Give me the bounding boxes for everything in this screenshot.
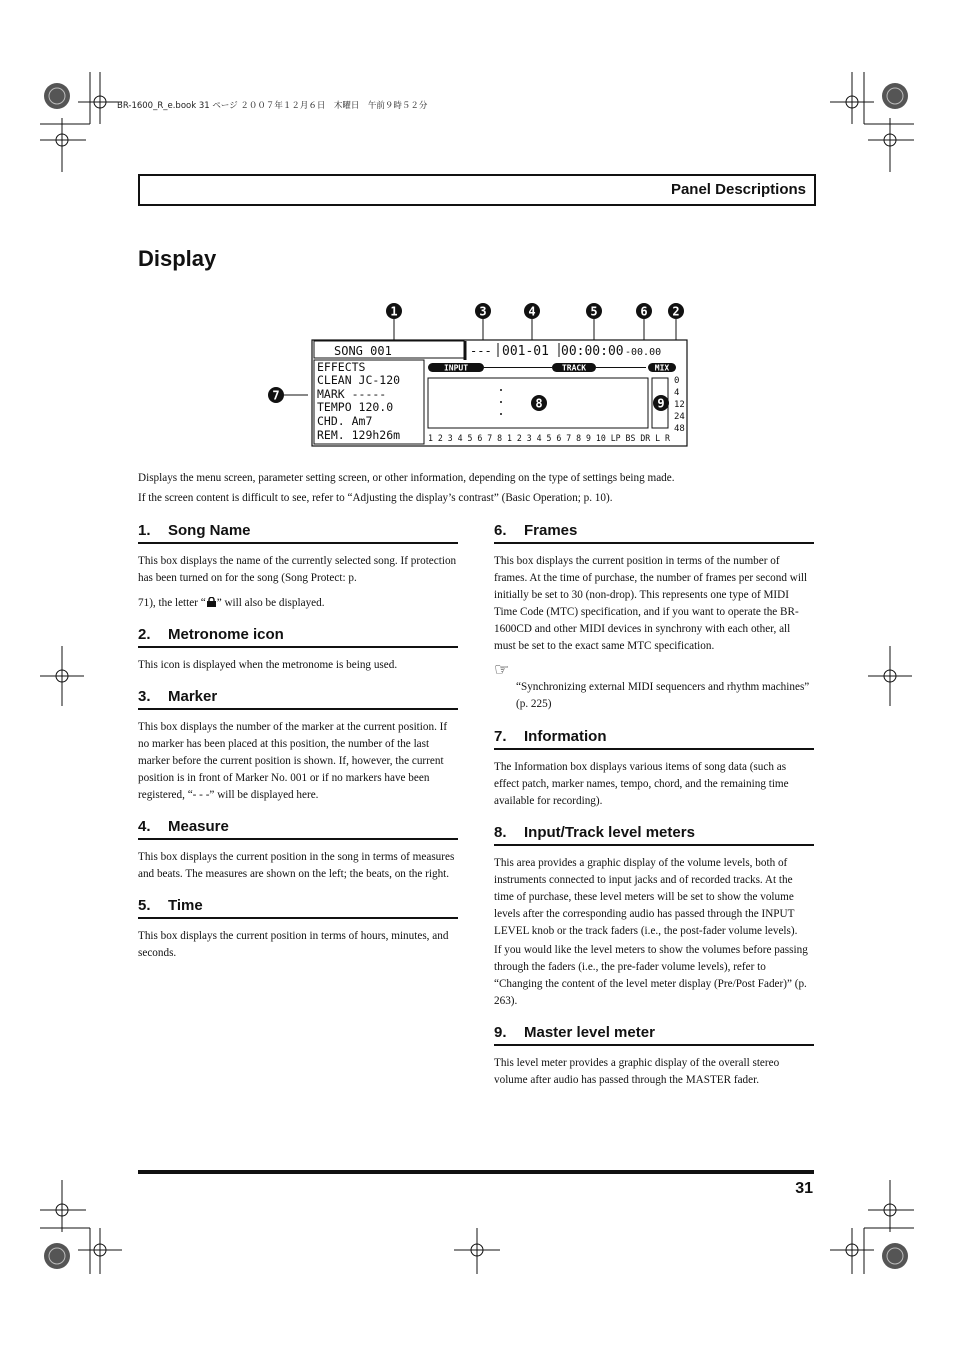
section-heading-information: 7. Information [494,728,814,750]
svg-text:48: 48 [674,424,685,434]
file-info: BR-1600_R_e.book 31 ページ ２００７年１２月６日 木曜日 午前９時５２分 [117,101,428,111]
svg-text:0: 0 [674,376,680,386]
footer-rule [138,1170,814,1174]
intro-text-1: Displays the menu screen, parameter setting screen, or other information, depending on the type of settings being made. [138,472,675,484]
callout-2: 2 [672,304,680,319]
svg-text:4: 4 [674,388,680,398]
left-column [138,522,458,976]
section-body: This box displays the name of the currently selected song. If protection has been turned on for the song (Song Protect: p. [138,555,457,584]
callout-8: 8 [535,396,543,411]
lcd-frames: -00.00 [625,347,662,358]
section-body: This box displays the number of the marker at the current position. If no marker has been placed at this position, the number of the last marker before the current position is shown. If, however, the current position is in front of Marker No. 001 or if no markers have been registered, “- - -” will be displayed here. [138,721,448,801]
right-column [494,522,814,1103]
intro-text-2: If the screen content is difficult to see, refer to “Adjusting the display’s contrast” (Basic Operation; p. 10). [138,492,613,504]
section-heading-level-meters: 8. Input/Track level meters [494,824,814,846]
section-body: This area provides a graphic display of the volume levels, both of instruments connected to input jacks and of recorded tracks. At the time of purchase, these level meters will be set to show the volume levels after the corresponding audio has passed through the INPUT LEVEL knob or the track faders (i.e., the post-fader volume levels). [494,857,798,937]
reference-icon: ☞ [494,660,510,680]
info-line: EFFECTS [317,360,366,374]
lock-icon [206,597,217,607]
svg-text:12: 12 [674,400,685,410]
section-heading-song-name: 1. Song Name [138,522,458,544]
lcd-info-box [317,360,400,442]
section-body: This box displays the current position in the song in terms of measures and beats. The measures are shown on the left; the beats, on the right. [138,851,455,880]
section-heading-metronome-icon: 2. Metronome icon [138,626,458,648]
section-body: If you would like the level meters to show the volumes before passing through the faders (i.e., the pre-fader volume levels), refer to “Changing the content of the level meter display (Pre/Post Fader)” (p. 263). [494,944,808,1007]
info-line: TEMPO 120.0 [317,400,394,414]
info-line: REM. 129h26m [317,428,401,442]
section-body: The Information box displays various items of song data (such as effect patch, marker names, tempo, chord, and the remaining time available for recording). [494,761,789,807]
section-heading-frames: 6. Frames [494,522,814,544]
lcd-time: 00:00:00 [561,344,624,359]
header-title: Panel Descriptions [670,181,806,198]
callout-4: 4 [528,304,536,319]
page-number: 31 [795,1180,813,1197]
callout-3: 3 [479,304,487,319]
info-line: CLEAN JC-120 [317,373,401,387]
callout-5: 5 [590,304,598,319]
track-label: TRACK [561,363,587,373]
lcd-bottom-labels: 1 2 3 4 5 6 7 8 1 2 3 4 5 6 7 8 9 10 LP BS DR L R [428,434,671,444]
section-body: This box displays the current position in terms of the number of frames. At the time of purchase, the number of frames per second will initially be set to 30 (non-drop). This represents one type of MIDI Time Code (MTC) specification, and if you want to operate the BR-1600CD and other MIDI devices in synchrony with each other, all must be set to the exact same MTC specification. [494,555,808,652]
lcd-display-figure [262,298,692,450]
lcd-measure: 001-01 [502,344,549,359]
section-body: This box displays the current position in terms of hours, minutes, and seconds. [138,930,449,959]
section-heading-marker: 3. Marker [138,688,458,710]
section-heading-master-level-meter: 9. Master level meter [494,1024,814,1046]
info-line: MARK ----- [317,387,387,401]
info-line: CHD. Am7 [317,414,373,428]
section-body: 71), the letter “ ” will also be displayed. [138,597,325,609]
callout-7: 7 [272,388,280,403]
lcd-scale [674,376,685,434]
section-body: This level meter provides a graphic display of the overall stereo volume after audio has passed through the MASTER fader. [494,1057,780,1086]
mix-label: MIX [654,363,670,373]
callout-9: 9 [657,396,665,411]
lcd-meter-labels [428,363,676,373]
page-title: Display [138,246,217,271]
section-body: This icon is displayed when the metronome is being used. [138,659,398,671]
callout-1: 1 [390,304,398,319]
reference-text: “Synchronizing external MIDI sequencers and rhythm machines” (p. 225) [516,681,810,710]
section-heading-measure: 4. Measure [138,818,458,840]
lcd-marker: --- [470,344,492,358]
callout-6: 6 [640,304,648,319]
section-heading-time: 5. Time [138,897,458,919]
svg-text:24: 24 [674,412,685,422]
input-label: INPUT [443,363,469,373]
lcd-song-name: SONG 001 [334,344,392,358]
header-box [138,174,816,206]
